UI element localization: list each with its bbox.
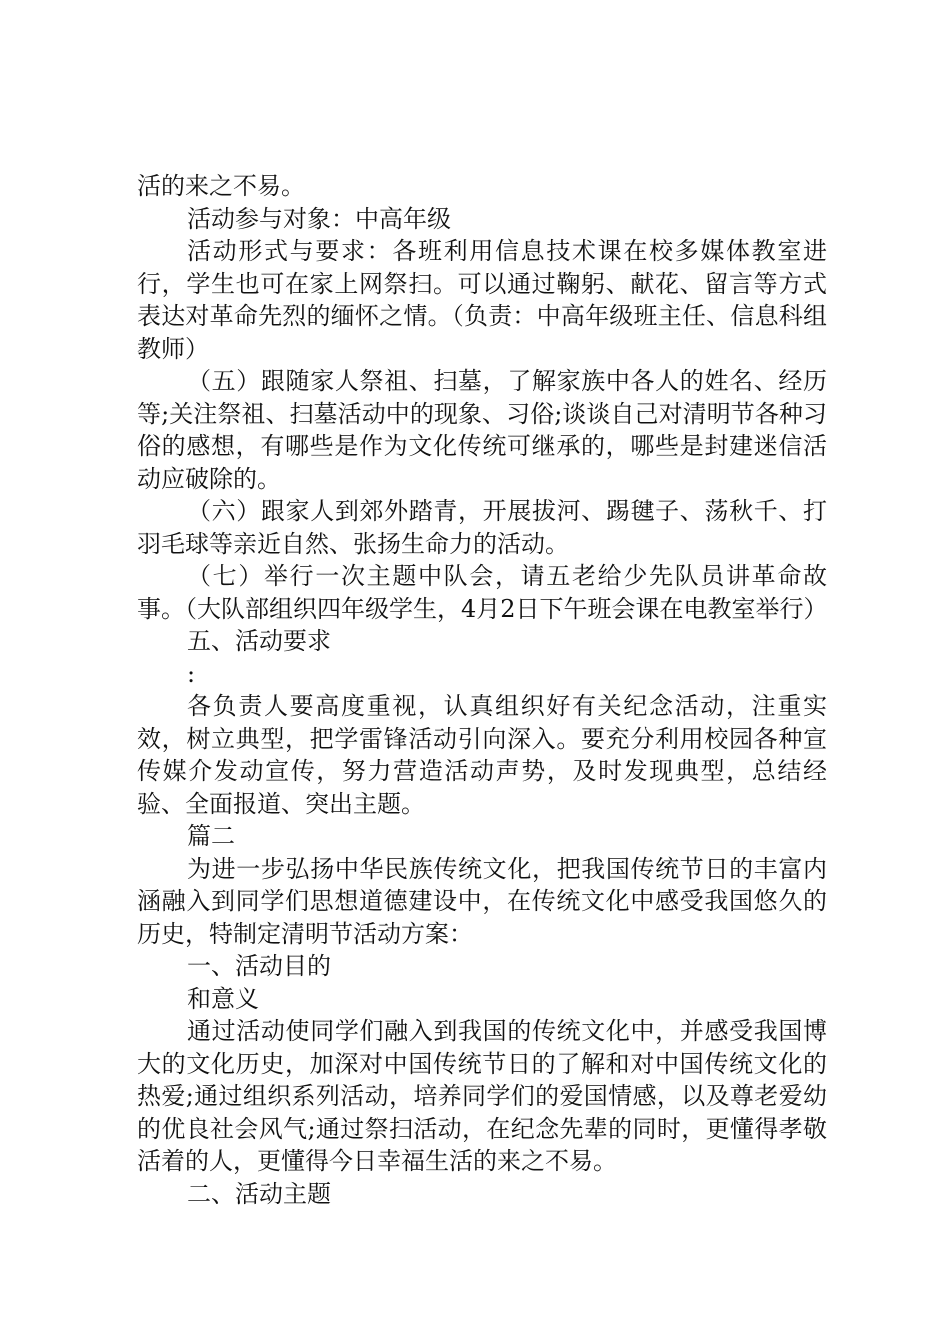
paragraph-purpose-body: 通过活动使同学们融入到我国的传统文化中，并感受我国博大的文化历史，加深对中国传统节日的了解和对中国传统文化的热爱;通过组织系列活动，培养同学们的爱国情感，以及尊老爱幼的优良社会风气;通过祭扫活动，在纪念先辈的同时，更懂得孝敬活着的人，更懂得今日幸福生活的来之不易。	[137, 1017, 827, 1175]
paragraph-participants: 活动参与对象：中高年级	[187, 204, 451, 233]
section-heading-purpose: 一、活动目的	[187, 952, 331, 980]
paragraph-format-requirements: 活动形式与要求：各班利用信息技术课在校多媒体教室进行，学生也可在家上网祭扫。可以通过鞠躬、献花、留言等方式表达对革命先烈的缅怀之情。（负责：中高年级班主任、信息科组教师）	[137, 237, 827, 363]
paragraph-requirements-body: 各负责人要高度重视，认真组织好有关纪念活动，注重实效，树立典型，把学雷锋活动引向深入。要充分利用校园各种宣传媒介发动宣传，努力营造活动声势，及时发现典型，总结经验、全面报道、突出主题。	[137, 692, 827, 818]
document-body	[137, 170, 827, 1210]
paragraph-item-five: （五）跟随家人祭祖、扫墓，了解家族中各人的姓名、经历等;关注祭祖、扫墓活动中的现象、习俗;谈谈自己对清明节各种习俗的感想，有哪些是作为文化传统可继承的，哪些是封建迷信活动应破除的。	[137, 367, 827, 493]
paragraph-intro: 为进一步弘扬中华民族传统文化，把我国传统节日的丰富内涵融入到同学们思想道德建设中，在传统文化中感受我国悠久的历史，特制定清明节活动方案：	[137, 854, 827, 948]
section-heading-purpose-cont: 和意义	[187, 984, 259, 1013]
section-heading-requirements: 五、活动要求	[187, 627, 331, 655]
section-heading-theme: 二、活动主题	[187, 1179, 331, 1208]
section-heading-part-two: 篇二	[187, 822, 235, 850]
paragraph-item-seven: （七）举行一次主题中队会，请五老给少先队员讲革命故事。（大队部组织四年级学生，4月2日下午班会课在电教室举行）	[137, 562, 828, 623]
paragraph-continuation: 活的来之不易。	[137, 172, 305, 200]
paragraph-item-six: （六）跟家人到郊外踏青，开展拔河、踢毽子、荡秋千、打羽毛球等亲近自然、张扬生命力的活动。	[137, 497, 827, 558]
paragraph-colon: :	[187, 659, 196, 688]
